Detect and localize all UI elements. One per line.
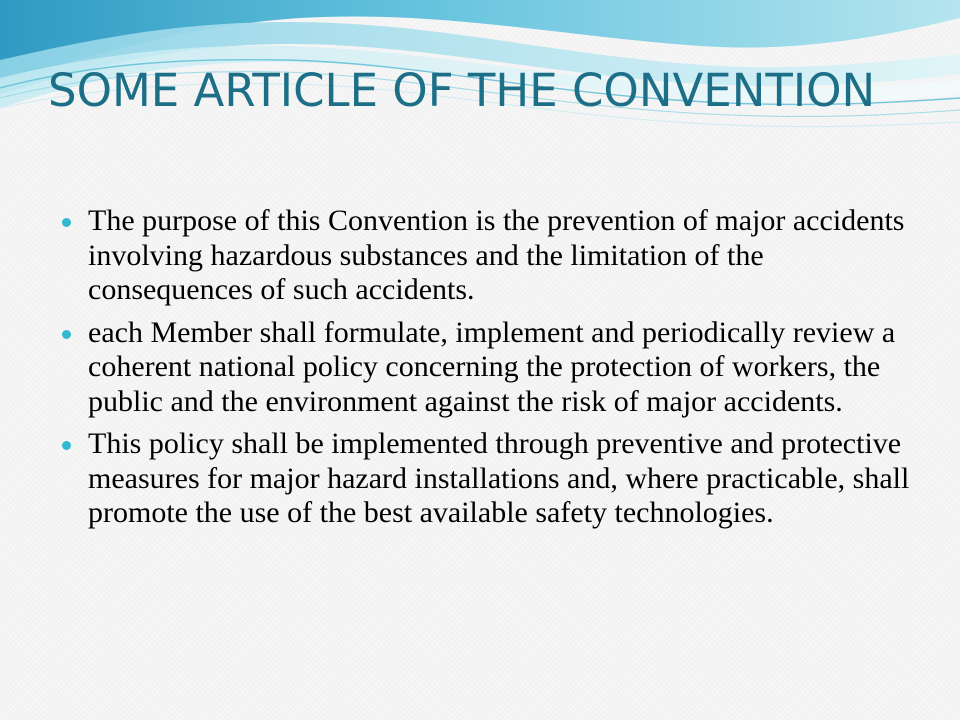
slide-title: SOME ARTICLE OF THE CONVENTION: [48, 64, 876, 117]
bullet-text: This policy shall be implemented through preventive and protective measures for major hazard installations and, where practicable, shall promote the use of the best available safety technologies.: [88, 427, 910, 529]
bullet-dot-icon: [62, 441, 71, 450]
bullet-item: [56, 427, 916, 531]
bullet-text: each Member shall formulate, implement and periodically review a coherent national policy concerning the protection of workers, the public and the environment against the risk of major accidents.: [88, 315, 896, 418]
bullet-text: The purpose of this Convention is the prevention of major accidents involving hazardous substances and the limitation of the consequences of such accidents.: [88, 204, 905, 306]
bullet-dot-icon: [62, 218, 71, 227]
bullet-item: [56, 316, 916, 420]
slide-content: [56, 204, 916, 539]
bullet-item: [56, 204, 916, 308]
bullet-dot-icon: [62, 330, 71, 339]
